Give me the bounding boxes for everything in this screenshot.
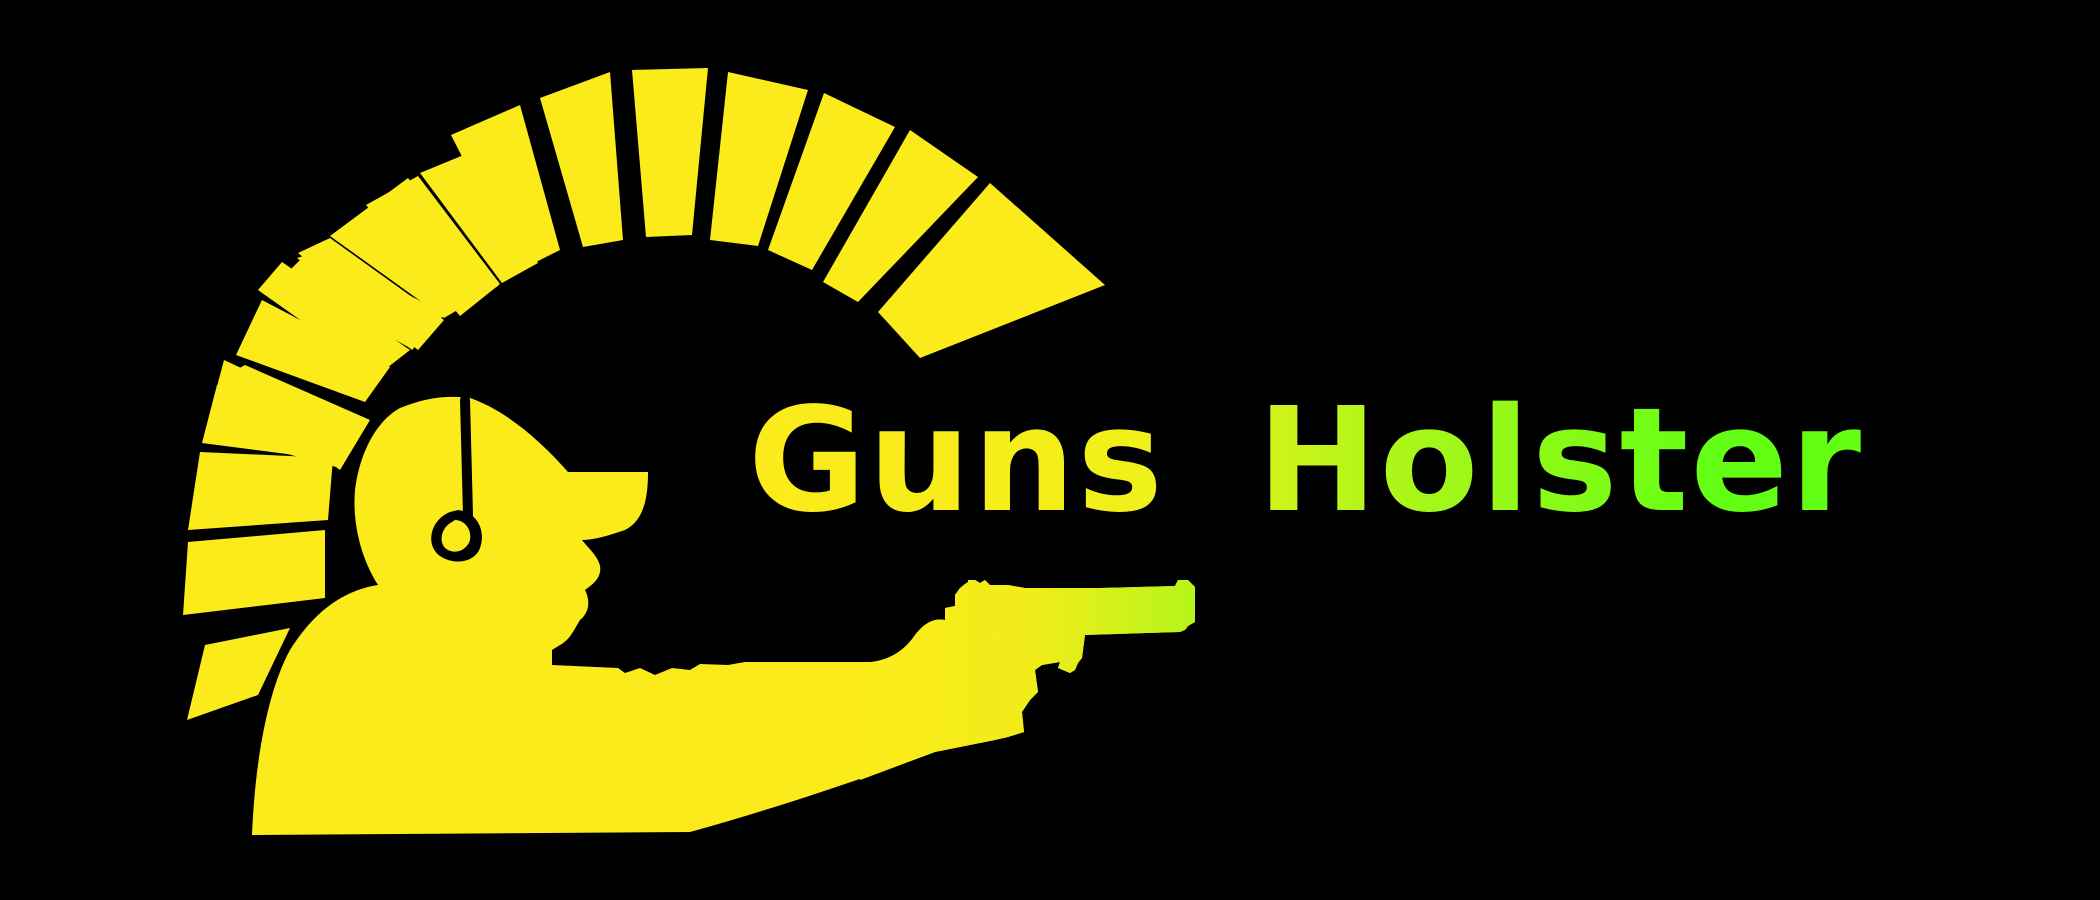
brand-name-part2: Holster <box>1257 376 1864 544</box>
ray <box>188 452 333 530</box>
brand-name-part1: Guns <box>748 376 1165 544</box>
brand-name <box>748 376 1863 544</box>
